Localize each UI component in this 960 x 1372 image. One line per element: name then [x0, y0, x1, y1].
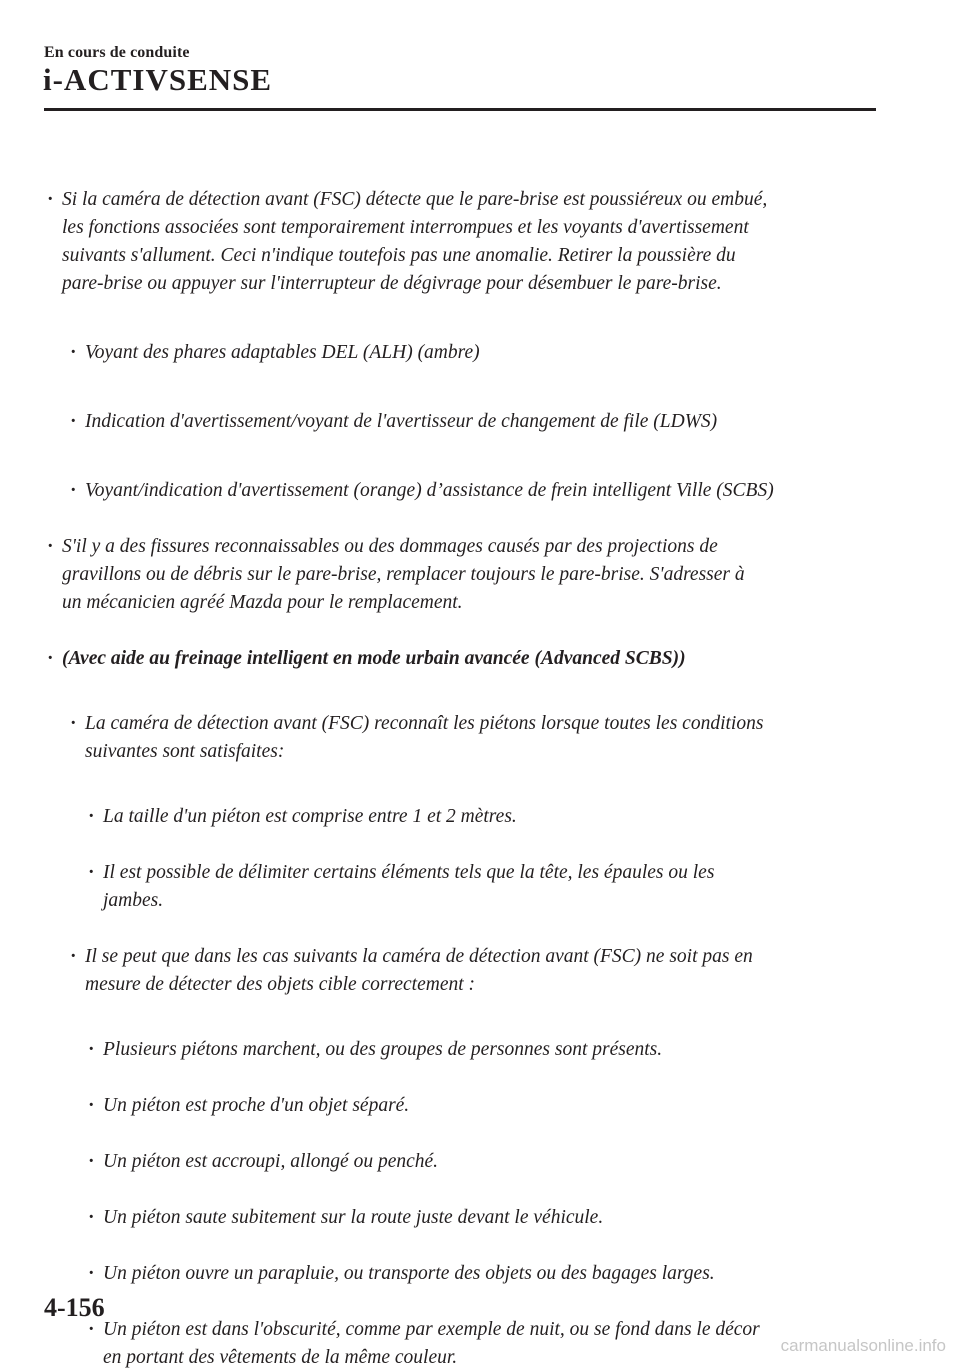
bullet-icon: ·	[88, 1319, 95, 1340]
sub-bullet-ldws	[44, 380, 884, 436]
sub-bullet-scbs	[44, 449, 884, 505]
chapter-title: i-ACTIVSENSE	[43, 62, 273, 97]
bullet-icon: ·	[70, 946, 77, 967]
list-item-text: La taille d'un piéton est comprise entre 1 et 2 mètres.	[103, 806, 517, 827]
page-content	[44, 158, 884, 1372]
bullet-icon: ·	[47, 536, 54, 557]
limitation-item	[44, 1008, 884, 1064]
bullet-icon: ·	[70, 713, 77, 734]
limitation-item	[44, 1288, 884, 1372]
bullet-advanced-scbs	[44, 617, 884, 673]
bullet-icon: ·	[88, 1151, 95, 1172]
condition-item	[44, 775, 884, 831]
bullet-icon: ·	[88, 1039, 95, 1060]
sub-bullet-alh	[44, 311, 884, 367]
bullet-icon: ·	[88, 806, 95, 827]
bullet-icon: ·	[88, 862, 95, 883]
bullet-icon: ·	[70, 480, 77, 501]
list-item-text: Un piéton ouvre un parapluie, ou transporte des objets ou des bagages larges.	[103, 1263, 715, 1284]
page-number: 4-156	[44, 1293, 105, 1322]
bullet-windshield-cracks	[44, 505, 884, 617]
bullet-icon: ·	[70, 342, 77, 363]
header-divider	[44, 108, 876, 111]
limitation-item	[44, 1120, 884, 1176]
list-item-text: Un piéton est dans l'obscurité, comme par exemple de nuit, ou se fond dans le décor en portant des vêtements de la même couleur.	[103, 1319, 760, 1368]
bullet-icon: ·	[88, 1095, 95, 1116]
bullet-icon: ·	[70, 411, 77, 432]
section-label: En cours de conduite	[44, 44, 190, 61]
list-item-text: Il se peut que dans les cas suivants la caméra de détection avant (FSC) ne soit pas en mesure de détecter des objets cible correctement :	[85, 946, 753, 995]
bullet-icon: ·	[47, 189, 54, 210]
bullet-icon: ·	[88, 1207, 95, 1228]
list-item-text: Un piéton est accroupi, allongé ou penché.	[103, 1151, 439, 1172]
paragraph-text: S'il y a des fissures reconnaissables ou des dommages causés par des projections de gravillons ou de débris sur le pare-brise, remplacer toujours le pare-brise. S'adresser à un mécanicien agréé Mazda pour le remplacement.	[62, 536, 745, 613]
list-item-text: Voyant/indication d'avertissement (orange) d’assistance de frein intelligent Ville (SCBS)	[85, 480, 774, 501]
list-item-text: Indication d'avertissement/voyant de l'avertisseur de changement de file (LDWS)	[85, 411, 718, 432]
sub-bullet-recognition	[44, 682, 884, 766]
limitation-item	[44, 1176, 884, 1232]
limitation-item	[44, 1064, 884, 1120]
list-item-text: Un piéton saute subitement sur la route juste devant le véhicule.	[103, 1207, 604, 1228]
list-item-text: La caméra de détection avant (FSC) reconnaît les piétons lorsque toutes les conditions suivantes sont satisfaites:	[85, 713, 764, 762]
bullet-icon: ·	[47, 648, 54, 669]
limitation-item	[44, 1232, 884, 1288]
list-item-text: Voyant des phares adaptables DEL (ALH) (ambre)	[85, 342, 480, 363]
bullet-windshield-dirty	[44, 158, 884, 298]
bullet-icon: ·	[88, 1263, 95, 1284]
subheading-text: (Avec aide au freinage intelligent en mode urbain avancée (Advanced SCBS))	[62, 648, 686, 669]
paragraph-text: Si la caméra de détection avant (FSC) détecte que le pare-brise est poussiéreux ou embué, les fonctions associées sont temporairement interrompues et les voyants d'avertissement suivants s'allument. Ceci n'indique toutefois pas une anomalie. Retirer la poussière du pare-brise ou appuyer sur l'interrupteur de dégivrage pour désembuer le pare-brise.	[62, 189, 768, 294]
watermark: carmanualsonline.info	[780, 1336, 946, 1355]
condition-item	[44, 831, 884, 915]
list-item-text: Un piéton est proche d'un objet séparé.	[103, 1095, 410, 1116]
list-item-text: Il est possible de délimiter certains éléments tels que la tête, les épaules ou les jambes.	[103, 862, 715, 911]
list-item-text: Plusieurs piétons marchent, ou des groupes de personnes sont présents.	[103, 1039, 663, 1060]
sub-bullet-limitations	[44, 915, 884, 999]
